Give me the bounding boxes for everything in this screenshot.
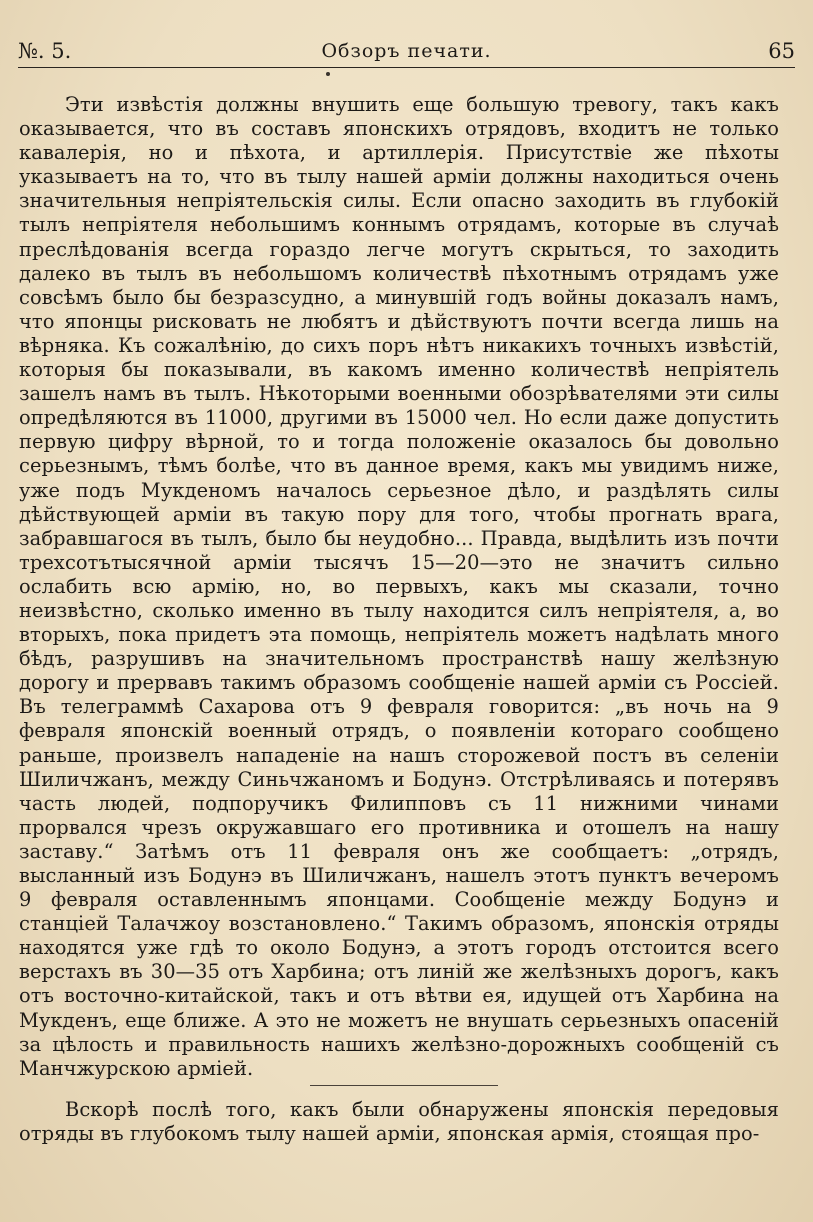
- header-rule: [18, 67, 795, 68]
- ink-dot: [326, 72, 330, 76]
- paragraph-1: Эти извѣстія должны внушить еще большую тревогу, такъ какъ оказывается, что въ составъ японскихъ отрядовъ, входитъ не только кавалерія, но и пѣхота, и артиллерія. Присутствіе же пѣхоты указываетъ на то, что въ тылу нашей арміи должны находиться очень значительныя непріятельскія силы. Если опасно заходить въ глубокій тылъ непріятеля небольшимъ коннымъ отрядамъ, которые въ случаѣ преслѣдованія всегда гораздо легче могутъ скрыться, то заходить далеко въ тылъ въ небольшомъ количествѣ пѣхотнымъ отрядамъ уже совсѣмъ было бы безразсудно, а минувшій годъ войны доказалъ намъ, что японцы рисковать не любятъ и дѣйствуютъ почти всегда лишь на вѣрняка. Къ сожалѣнію, до сихъ поръ нѣтъ никакихъ точныхъ извѣстій, которыя бы показывали, въ какомъ именно количествѣ непріятель зашелъ намъ въ тылъ. Нѣкоторыми военными обозрѣвателями эти силы опредѣляются въ 11000, другими въ 15000 чел. Но если даже допустить первую цифру вѣрной, то и тогда положеніе оказалось бы довольно серьезнымъ, тѣмъ болѣе, что въ данное время, какъ мы увидимъ ниже, уже подъ Мукденомъ началось серьезное дѣло, и раздѣлять силы дѣйствующей арміи въ такую пору для того, чтобы прогнать врага, забравшагося въ тылъ, было бы неудобно... Правда, выдѣлить изъ почти трехсотътысячной арміи тысячъ 15—20—это не значитъ сильно ослабить всю армію, но, во первыхъ, какъ мы сказали, точно неизвѣстно, сколько именно въ тылу находится силъ непріятеля, а, во вторыхъ, пока придетъ эта помощь, непріятель можетъ надѣлать много бѣдъ, разрушивъ на значительномъ пространствѣ нашу желѣзную дорогу и прервавъ такимъ образомъ сообщеніе нашей арміи съ Россіей. Въ телеграммѣ Сахарова отъ 9 февраля говорится: „въ ночь на 9 февраля японскій военный отрядъ, о появленіи котораго сообщено раньше, произвелъ нападеніе на нашъ сторожевой постъ въ селеніи Шиличжанъ, между Синьчжаномъ и Бодунэ. Отстрѣливаясь и потерявъ часть людей, подпоручикъ Филипповъ съ 11 нижними чинами прорвался чрезъ окружавшаго его противника и отошелъ на нашу заставу.“ Затѣмъ отъ 11 февраля онъ же сообщаетъ: „отрядъ, высланный изъ Бодунэ въ Шиличжанъ, нашелъ этотъ пунктъ вечеромъ 9 февраля оставленнымъ японцами. Сообщеніе между Бодунэ и станціей Талачжоу возстановлено.“ Такимъ образомъ, японскія отряды находятся уже гдѣ то около Бодунэ, а этотъ городъ отстоится всего верстахъ въ 30—35 отъ Харбина; отъ линій же желѣзныхъ дорогъ, какъ отъ восточно-китайской, такъ и отъ вѣтви ея, идущей отъ Харбина на Мукденъ, еще ближе. А это не можетъ не внушать серьезныхъ опасеній за цѣлость и правильность нашихъ желѣзно-дорожныхъ сообщеній съ Манчжурскою арміей.: [19, 93, 779, 1080]
- page-number: 65: [768, 39, 795, 63]
- section-divider: [310, 1085, 498, 1086]
- issue-number: №. 5.: [18, 39, 72, 63]
- page-header: [18, 36, 795, 66]
- paragraph-2: Вскорѣ послѣ того, какъ были обнаружены японскія передовыя отряды въ глубокомъ тылу нашей арміи, японская армія, стоящая про-: [19, 1098, 779, 1146]
- running-title: Обзоръ печати.: [321, 40, 492, 62]
